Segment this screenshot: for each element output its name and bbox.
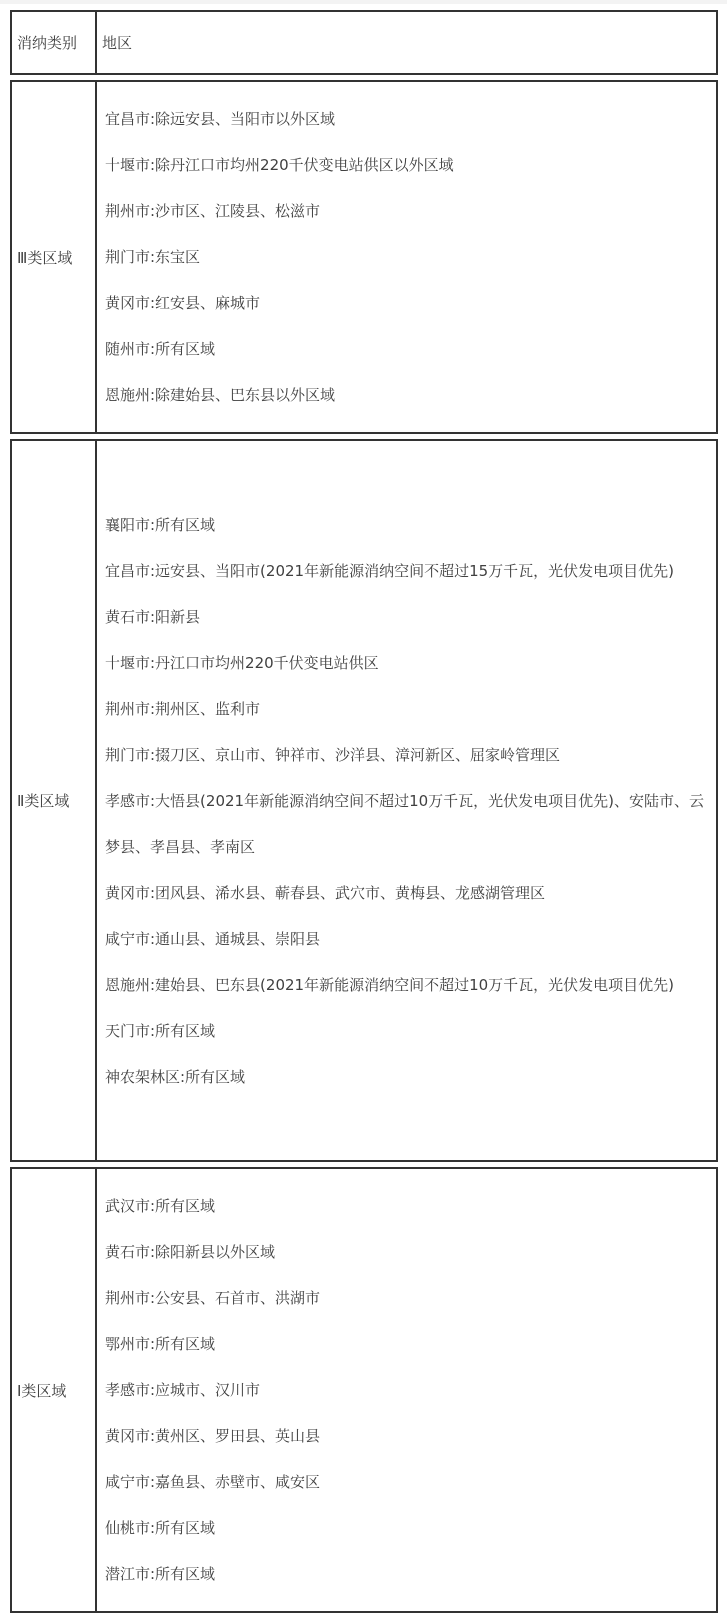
region-item: 鄂州市:所有区域 <box>105 1335 216 1353</box>
header-region: 地区 <box>95 10 718 75</box>
region-item: 荆门市:掇刀区、京山市、钟祥市、沙洋县、漳河新区、屈家岭管理区 <box>105 745 561 764</box>
region-item: 咸宁市:嘉鱼县、赤壁市、咸安区 <box>105 1473 321 1491</box>
region-item: 黄石市:阳新县 <box>105 607 201 626</box>
table-row-class3 <box>10 80 718 434</box>
table-header-row <box>10 10 718 75</box>
category-label-class2: Ⅱ类区域 <box>10 439 95 1162</box>
region-item: 黄冈市:团风县、浠水县、蕲春县、武穴市、黄梅县、龙感湖管理区 <box>105 883 546 902</box>
table-row-class1 <box>10 1167 718 1613</box>
region-item: 襄阳市:所有区域 <box>105 515 216 534</box>
region-item: 黄石市:除阳新县以外区域 <box>105 1243 276 1261</box>
region-item: 恩施州:除建始县、巴东县以外区域 <box>105 386 336 404</box>
region-item: 武汉市:所有区域 <box>105 1197 216 1215</box>
region-item: 荆州市:荆州区、监利市 <box>105 699 261 718</box>
top-stripe <box>0 0 727 4</box>
region-item: 黄冈市:黄州区、罗田县、英山县 <box>105 1427 321 1445</box>
region-item: 宜昌市:远安县、当阳市(2021年新能源消纳空间不超过15万千瓦，光伏发电项目优先) <box>105 561 675 580</box>
region-item: 荆州市:沙市区、江陵县、松滋市 <box>105 202 321 220</box>
region-item: 荆门市:东宝区 <box>105 248 201 266</box>
region-item: 荆州市:公安县、石首市、洪湖市 <box>105 1289 321 1307</box>
region-item: 仙桃市:所有区域 <box>105 1519 216 1537</box>
region-item: 神农架林区:所有区域 <box>105 1067 246 1086</box>
consumption-category-table <box>10 5 718 1617</box>
region-item: 十堰市:丹江口市均州220千伏变电站供区 <box>105 653 379 672</box>
region-item: 咸宁市:通山县、通城县、崇阳县 <box>105 929 321 948</box>
region-item: 随州市:所有区域 <box>105 340 216 358</box>
regions-list-class3 <box>95 80 718 434</box>
region-item: 黄冈市:红安县、麻城市 <box>105 294 261 312</box>
regions-list-class1 <box>95 1167 718 1613</box>
region-item: 潜江市:所有区域 <box>105 1565 216 1583</box>
table-row-class2 <box>10 439 718 1162</box>
region-item: 孝感市:大悟县(2021年新能源消纳空间不超过10万千瓦，光伏发电项目优先)、安陆市、云梦县、孝昌县、孝南区 <box>105 791 705 856</box>
region-item: 天门市:所有区域 <box>105 1021 216 1040</box>
region-item: 宜昌市:除远安县、当阳市以外区域 <box>105 110 336 128</box>
header-category: 消纳类别 <box>10 10 95 75</box>
region-item: 恩施州:建始县、巴东县(2021年新能源消纳空间不超过10万千瓦，光伏发电项目优先) <box>105 975 675 994</box>
regions-list-class2 <box>95 439 718 1162</box>
region-item: 十堰市:除丹江口市均州220千伏变电站供区以外区域 <box>105 156 454 174</box>
category-label-class1: Ⅰ类区域 <box>10 1167 95 1613</box>
category-label-class3: Ⅲ类区域 <box>10 80 95 434</box>
region-item: 孝感市:应城市、汉川市 <box>105 1381 261 1399</box>
